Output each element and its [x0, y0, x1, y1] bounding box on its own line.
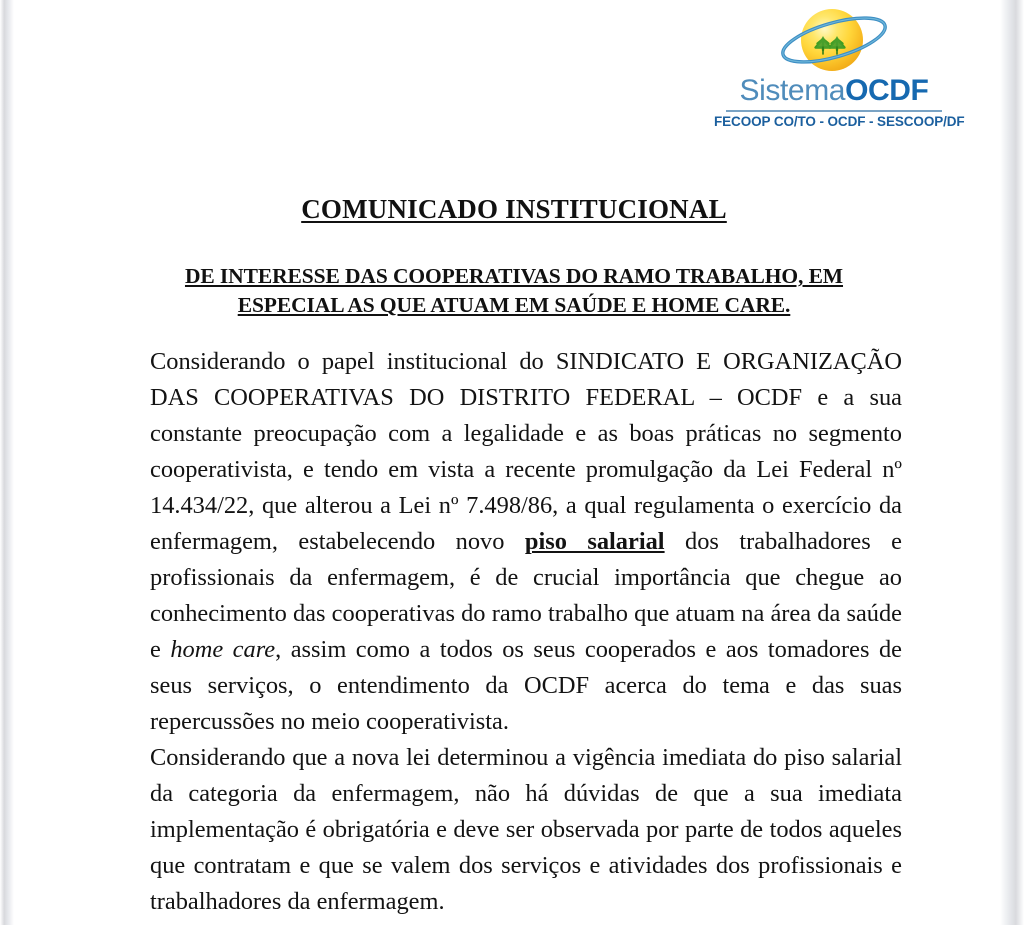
logo-wordmark-sistema: Sistema [739, 74, 846, 107]
page-subtitle-line-1: DE INTERESSE DAS COOPERATIVAS DO RAMO TRABALHO, EM [184, 264, 844, 288]
page-title [74, 192, 954, 226]
emphasis-piso-salarial: piso salarial [524, 528, 665, 555]
paragraph-1-segment-2: dos trabalhadores e profissionais da enfermagem, é de crucial importância que chegue ao conhecimento das cooperativas do ramo trabalho que atuam na área da saúde e [150, 528, 903, 663]
orbit-ring-icon [774, 6, 894, 72]
emphasis-home-care: home care [170, 636, 276, 663]
logo-wordmark-ocdf: OCDF [845, 74, 929, 107]
page-subtitle [74, 262, 954, 320]
body-paragraph-1 [150, 344, 902, 740]
body-paragraph-2: Considerando que a nova lei determinou a vigência imediata do piso salarial da categoria da enfermagem, não há dúvidas de que a sua imediata implementação é obrigatória e deve ser observada por parte de todos aqueles que contratam e que se valem dos serviços e atividades dos profissionais e trabalhadores da enfermagem. [150, 744, 902, 915]
document-body [150, 344, 902, 920]
organization-logo [714, 6, 965, 129]
page-right-edge-shadow [1000, 0, 1024, 925]
paragraph-1-segment-3: , assim como a todos os seus cooperados e aos tomadores de seus serviços, o entendimento da OCDF acerca do tema e das suas repercussões no meio cooperativista. [150, 636, 902, 735]
page-title-text: COMUNICADO INSTITUCIONAL [301, 194, 727, 224]
document-sheet [14, 0, 1000, 925]
logo-wordmark [714, 74, 954, 109]
page-subtitle-line-2: ESPECIAL AS QUE ATUAM EM SAÚDE E HOME CARE. [237, 293, 791, 317]
logo-subtitle: FECOOP CO/TO - OCDF - SESCOOP/DF [714, 114, 965, 129]
page-left-edge-shadow [0, 0, 14, 925]
logo-divider [726, 110, 942, 112]
ocdf-globe-trees-icon [774, 6, 894, 72]
paragraph-1-segment-1: Considerando o papel institucional do SINDICATO E ORGANIZAÇÃO DAS COOPERATIVAS DO DISTRITO FEDERAL – OCDF e a sua constante preocupação com a legalidade e as boas práticas no segmento cooperativista, e tendo em vista a recente promulgação da Lei Federal nº 14.434/22, que alterou a Lei nº 7.498/86, a qual regulamenta o exercício da enfermagem, estabelecendo novo [150, 348, 902, 555]
